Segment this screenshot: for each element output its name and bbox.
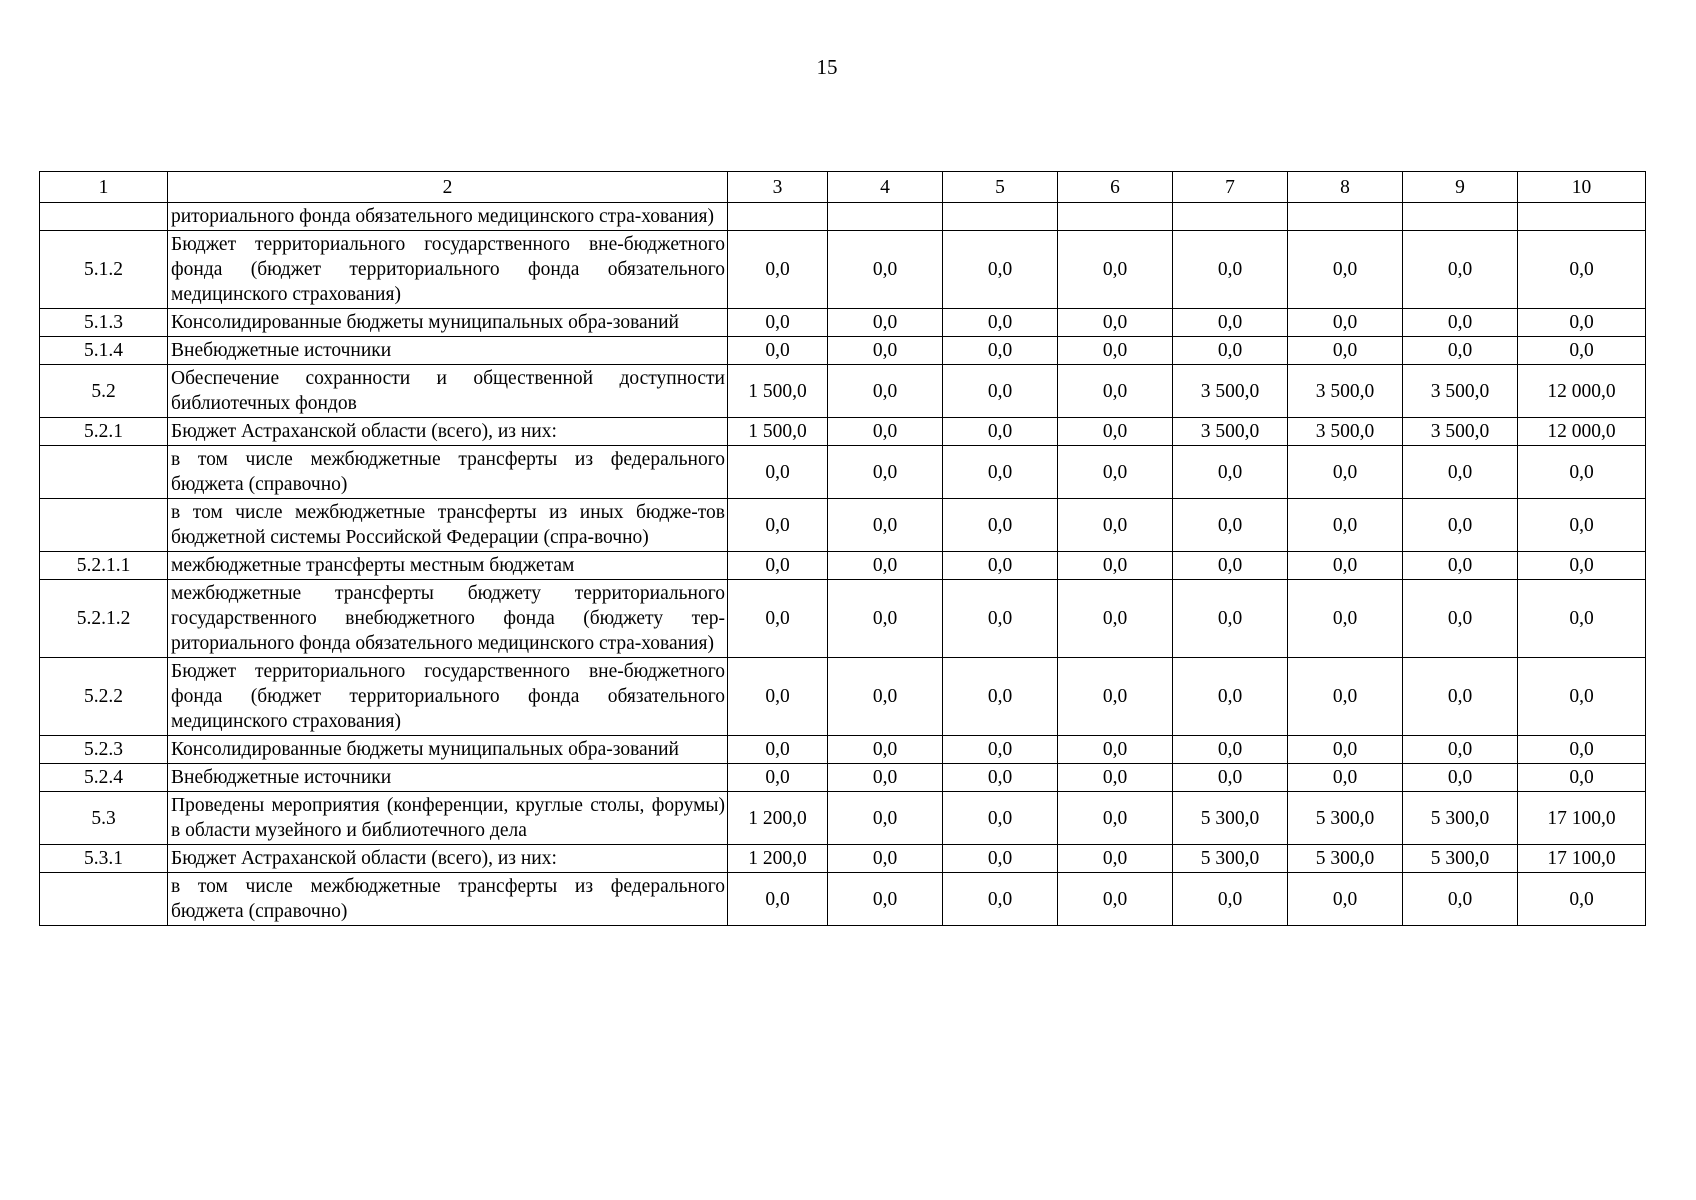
value-col-6: 0,0 (1058, 446, 1173, 499)
value-col-10: 0,0 (1518, 736, 1646, 764)
column-header-7: 7 (1173, 172, 1288, 203)
row-description: Консолидированные бюджеты муниципальных обра-зований (168, 736, 728, 764)
value-col-3: 0,0 (728, 337, 828, 365)
row-code: 5.2.1 (40, 418, 168, 446)
row-description: Внебюджетные источники (168, 337, 728, 365)
row-code: 5.1.2 (40, 231, 168, 309)
row-description: в том числе межбюджетные трансферты из иных бюдже-тов бюджетной системы Российской Федерации (спра-вочно) (168, 499, 728, 552)
row-code (40, 446, 168, 499)
table-row (40, 418, 1646, 446)
value-col-6: 0,0 (1058, 764, 1173, 792)
value-col-9: 0,0 (1403, 309, 1518, 337)
value-col-3: 0,0 (728, 231, 828, 309)
value-col-3 (728, 203, 828, 231)
value-col-6: 0,0 (1058, 309, 1173, 337)
table-row (40, 736, 1646, 764)
value-col-7: 0,0 (1173, 658, 1288, 736)
value-col-4: 0,0 (828, 658, 943, 736)
table-row (40, 203, 1646, 231)
value-col-8: 0,0 (1288, 736, 1403, 764)
row-code: 5.3.1 (40, 845, 168, 873)
value-col-4: 0,0 (828, 736, 943, 764)
value-col-7: 0,0 (1173, 446, 1288, 499)
value-col-6: 0,0 (1058, 552, 1173, 580)
table-row (40, 499, 1646, 552)
column-header-5: 5 (943, 172, 1058, 203)
value-col-8: 5 300,0 (1288, 845, 1403, 873)
value-col-6 (1058, 203, 1173, 231)
value-col-7: 0,0 (1173, 873, 1288, 926)
value-col-4: 0,0 (828, 231, 943, 309)
value-col-4: 0,0 (828, 764, 943, 792)
value-col-9: 3 500,0 (1403, 365, 1518, 418)
value-col-9: 5 300,0 (1403, 845, 1518, 873)
value-col-10 (1518, 203, 1646, 231)
row-description: межбюджетные трансферты бюджету территориального государственного внебюджетного фонда (бюджету тер-риториального фонда обязательного медицинского стра-хования) (168, 580, 728, 658)
row-code (40, 203, 168, 231)
value-col-6: 0,0 (1058, 873, 1173, 926)
value-col-4: 0,0 (828, 309, 943, 337)
column-header-6: 6 (1058, 172, 1173, 203)
value-col-9: 5 300,0 (1403, 792, 1518, 845)
value-col-5: 0,0 (943, 231, 1058, 309)
value-col-4: 0,0 (828, 365, 943, 418)
row-description: Внебюджетные источники (168, 764, 728, 792)
row-code (40, 873, 168, 926)
value-col-9: 0,0 (1403, 764, 1518, 792)
column-header-9: 9 (1403, 172, 1518, 203)
row-description: Бюджет Астраханской области (всего), из них: (168, 418, 728, 446)
table-body (40, 172, 1646, 926)
value-col-6: 0,0 (1058, 736, 1173, 764)
value-col-7: 5 300,0 (1173, 845, 1288, 873)
row-description: Консолидированные бюджеты муниципальных обра-зований (168, 309, 728, 337)
value-col-9: 0,0 (1403, 337, 1518, 365)
row-description: в том числе межбюджетные трансферты из федерального бюджета (справочно) (168, 873, 728, 926)
value-col-10: 0,0 (1518, 764, 1646, 792)
row-description: Бюджет территориального государственного вне-бюджетного фонда (бюджет территориального фонда обязательного медицинского страхования) (168, 658, 728, 736)
value-col-8: 3 500,0 (1288, 418, 1403, 446)
value-col-3: 0,0 (728, 309, 828, 337)
value-col-8: 0,0 (1288, 337, 1403, 365)
column-header-10: 10 (1518, 172, 1646, 203)
row-code: 5.2.1.1 (40, 552, 168, 580)
value-col-7 (1173, 203, 1288, 231)
column-header-2: 2 (168, 172, 728, 203)
value-col-10: 0,0 (1518, 658, 1646, 736)
value-col-7: 0,0 (1173, 736, 1288, 764)
value-col-3: 1 500,0 (728, 365, 828, 418)
value-col-6: 0,0 (1058, 580, 1173, 658)
row-code: 5.2.4 (40, 764, 168, 792)
value-col-8: 0,0 (1288, 658, 1403, 736)
value-col-10: 0,0 (1518, 309, 1646, 337)
value-col-7: 0,0 (1173, 337, 1288, 365)
value-col-3: 1 500,0 (728, 418, 828, 446)
value-col-8: 3 500,0 (1288, 365, 1403, 418)
value-col-7: 5 300,0 (1173, 792, 1288, 845)
value-col-5: 0,0 (943, 309, 1058, 337)
row-code: 5.2 (40, 365, 168, 418)
value-col-10: 0,0 (1518, 337, 1646, 365)
value-col-10: 0,0 (1518, 552, 1646, 580)
table-row (40, 792, 1646, 845)
table-header-row (40, 172, 1646, 203)
value-col-5: 0,0 (943, 552, 1058, 580)
value-col-4: 0,0 (828, 792, 943, 845)
value-col-4: 0,0 (828, 845, 943, 873)
value-col-5: 0,0 (943, 418, 1058, 446)
value-col-5: 0,0 (943, 658, 1058, 736)
row-code (40, 499, 168, 552)
value-col-8: 0,0 (1288, 309, 1403, 337)
table-row (40, 845, 1646, 873)
value-col-7: 3 500,0 (1173, 365, 1288, 418)
row-description: в том числе межбюджетные трансферты из федерального бюджета (справочно) (168, 446, 728, 499)
value-col-5: 0,0 (943, 365, 1058, 418)
value-col-6: 0,0 (1058, 337, 1173, 365)
value-col-3: 0,0 (728, 446, 828, 499)
row-description: риториального фонда обязательного медицинского стра-хования) (168, 203, 728, 231)
column-header-1: 1 (40, 172, 168, 203)
value-col-6: 0,0 (1058, 658, 1173, 736)
value-col-9: 0,0 (1403, 873, 1518, 926)
value-col-5: 0,0 (943, 580, 1058, 658)
value-col-10: 0,0 (1518, 873, 1646, 926)
value-col-8: 0,0 (1288, 446, 1403, 499)
value-col-3: 1 200,0 (728, 845, 828, 873)
value-col-9: 3 500,0 (1403, 418, 1518, 446)
value-col-7: 0,0 (1173, 552, 1288, 580)
value-col-9: 0,0 (1403, 736, 1518, 764)
value-col-10: 0,0 (1518, 446, 1646, 499)
table-row (40, 446, 1646, 499)
value-col-9: 0,0 (1403, 552, 1518, 580)
value-col-3: 0,0 (728, 552, 828, 580)
value-col-3: 0,0 (728, 873, 828, 926)
value-col-4 (828, 203, 943, 231)
column-header-8: 8 (1288, 172, 1403, 203)
value-col-8: 0,0 (1288, 764, 1403, 792)
value-col-5: 0,0 (943, 337, 1058, 365)
value-col-7: 3 500,0 (1173, 418, 1288, 446)
value-col-4: 0,0 (828, 873, 943, 926)
value-col-8: 5 300,0 (1288, 792, 1403, 845)
table-row (40, 309, 1646, 337)
value-col-8: 0,0 (1288, 873, 1403, 926)
row-description: межбюджетные трансферты местным бюджетам (168, 552, 728, 580)
table-row (40, 873, 1646, 926)
value-col-10: 0,0 (1518, 580, 1646, 658)
value-col-4: 0,0 (828, 499, 943, 552)
value-col-5: 0,0 (943, 764, 1058, 792)
value-col-10: 17 100,0 (1518, 792, 1646, 845)
value-col-8: 0,0 (1288, 552, 1403, 580)
row-description: Проведены мероприятия (конференции, круглые столы, форумы) в области музейного и библиотечного дела (168, 792, 728, 845)
value-col-3: 0,0 (728, 736, 828, 764)
row-code: 5.1.3 (40, 309, 168, 337)
value-col-9: 0,0 (1403, 231, 1518, 309)
value-col-3: 0,0 (728, 580, 828, 658)
value-col-6: 0,0 (1058, 792, 1173, 845)
value-col-6: 0,0 (1058, 845, 1173, 873)
value-col-4: 0,0 (828, 337, 943, 365)
value-col-8: 0,0 (1288, 231, 1403, 309)
value-col-9: 0,0 (1403, 446, 1518, 499)
value-col-10: 17 100,0 (1518, 845, 1646, 873)
table-row (40, 231, 1646, 309)
value-col-9: 0,0 (1403, 580, 1518, 658)
table-row (40, 658, 1646, 736)
value-col-6: 0,0 (1058, 499, 1173, 552)
value-col-8: 0,0 (1288, 580, 1403, 658)
row-description: Обеспечение сохранности и общественной доступности библиотечных фондов (168, 365, 728, 418)
page-number: 15 (816, 55, 838, 79)
value-col-5: 0,0 (943, 873, 1058, 926)
value-col-6: 0,0 (1058, 418, 1173, 446)
value-col-9: 0,0 (1403, 499, 1518, 552)
value-col-4: 0,0 (828, 418, 943, 446)
value-col-4: 0,0 (828, 552, 943, 580)
value-col-10: 12 000,0 (1518, 365, 1646, 418)
row-code: 5.3 (40, 792, 168, 845)
value-col-4: 0,0 (828, 446, 943, 499)
value-col-3: 0,0 (728, 499, 828, 552)
column-header-4: 4 (828, 172, 943, 203)
table-row (40, 580, 1646, 658)
value-col-3: 0,0 (728, 764, 828, 792)
value-col-3: 1 200,0 (728, 792, 828, 845)
value-col-10: 0,0 (1518, 499, 1646, 552)
table-row (40, 552, 1646, 580)
row-code: 5.2.1.2 (40, 580, 168, 658)
value-col-10: 0,0 (1518, 231, 1646, 309)
value-col-7: 0,0 (1173, 231, 1288, 309)
budget-table (39, 171, 1646, 926)
value-col-8 (1288, 203, 1403, 231)
row-code: 5.2.3 (40, 736, 168, 764)
value-col-7: 0,0 (1173, 764, 1288, 792)
value-col-5: 0,0 (943, 845, 1058, 873)
value-col-6: 0,0 (1058, 231, 1173, 309)
row-code: 5.2.2 (40, 658, 168, 736)
value-col-8: 0,0 (1288, 499, 1403, 552)
table-row (40, 764, 1646, 792)
table-row (40, 337, 1646, 365)
value-col-9: 0,0 (1403, 658, 1518, 736)
value-col-6: 0,0 (1058, 365, 1173, 418)
value-col-5 (943, 203, 1058, 231)
value-col-9 (1403, 203, 1518, 231)
row-code: 5.1.4 (40, 337, 168, 365)
value-col-5: 0,0 (943, 499, 1058, 552)
value-col-5: 0,0 (943, 792, 1058, 845)
value-col-3: 0,0 (728, 658, 828, 736)
value-col-5: 0,0 (943, 446, 1058, 499)
value-col-7: 0,0 (1173, 309, 1288, 337)
value-col-7: 0,0 (1173, 499, 1288, 552)
value-col-4: 0,0 (828, 580, 943, 658)
value-col-7: 0,0 (1173, 580, 1288, 658)
column-header-3: 3 (728, 172, 828, 203)
table-row (40, 365, 1646, 418)
row-description: Бюджет территориального государственного вне-бюджетного фонда (бюджет территориального фонда обязательного медицинского страхования) (168, 231, 728, 309)
value-col-5: 0,0 (943, 736, 1058, 764)
value-col-10: 12 000,0 (1518, 418, 1646, 446)
row-description: Бюджет Астраханской области (всего), из них: (168, 845, 728, 873)
